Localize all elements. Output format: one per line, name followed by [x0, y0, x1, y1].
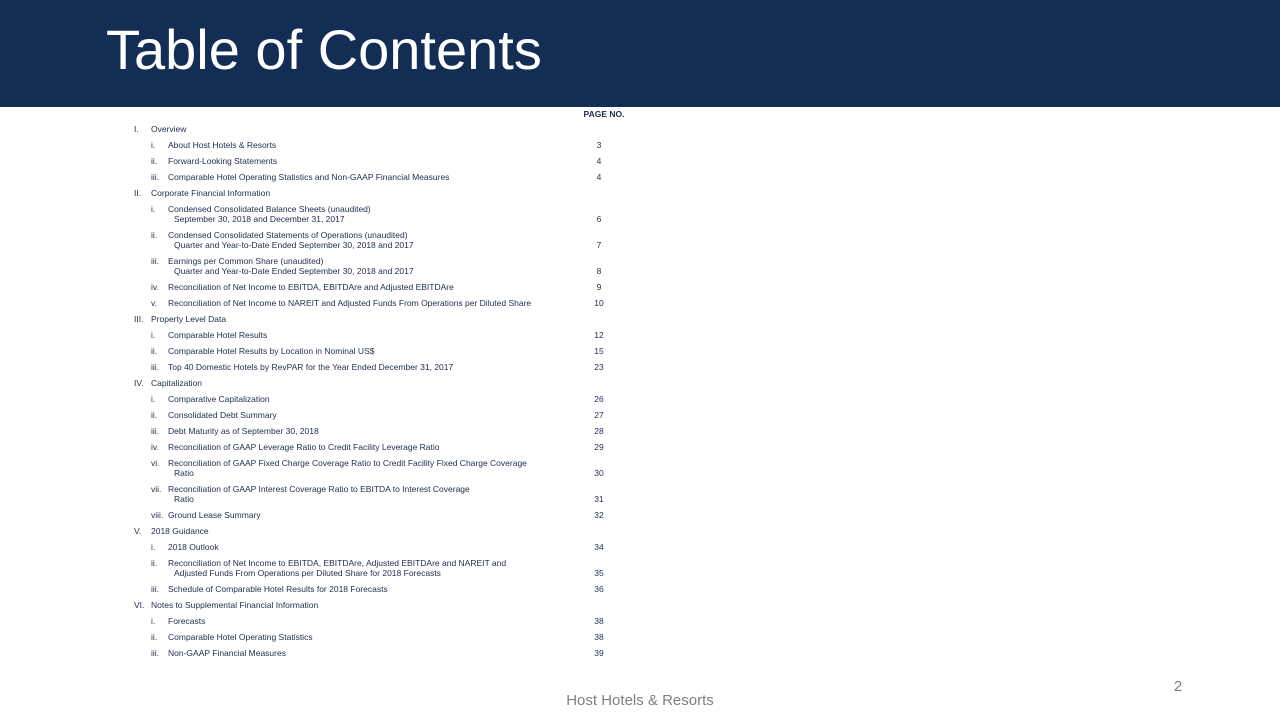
header-banner: [0, 0, 1280, 107]
entry-title: Consolidated Debt Summary: [168, 410, 277, 420]
entry-text: [168, 346, 584, 356]
toc-entry: [134, 140, 614, 150]
entry-page-number: 27: [594, 410, 604, 420]
entry-title: Reconciliation of Net Income to EBITDA, EBITDAre, Adjusted EBITDAre and NAREIT and: [168, 558, 507, 568]
entry-number: iii.: [151, 648, 160, 658]
entry-text: [168, 230, 584, 250]
entry-subtitle: Adjusted Funds From Operations per Diluted Share for 2018 Forecasts: [174, 568, 441, 578]
entry-page-number: 8: [596, 266, 602, 276]
entry-subtitle: Quarter and Year-to-Date Ended September 30, 2018 and 2017: [174, 240, 414, 250]
entry-title: Ground Lease Summary: [168, 510, 261, 520]
entry-page-number: 35: [594, 568, 604, 578]
entry-text: [168, 442, 584, 452]
entry-text: [168, 584, 584, 594]
entry-text: [168, 616, 584, 626]
toc-entry: [134, 172, 614, 182]
entry-title: Forecasts: [168, 616, 206, 626]
entry-title: Non-GAAP Financial Measures: [168, 648, 286, 658]
toc-entry: [134, 256, 614, 276]
toc-entry: [134, 442, 614, 452]
entry-page-number: 36: [594, 584, 604, 594]
entry-page-number: 28: [594, 426, 604, 436]
entry-page-number: 15: [594, 346, 604, 356]
toc-entry: [134, 558, 614, 578]
entry-number: iii.: [151, 256, 160, 266]
toc-entry: [134, 282, 614, 292]
entry-number: ii.: [151, 156, 158, 166]
entry-number: vii.: [151, 484, 162, 494]
entry-number: i.: [151, 616, 156, 626]
section-number: VI.: [134, 600, 145, 610]
entry-text: [168, 330, 584, 340]
entry-title: About Host Hotels & Resorts: [168, 140, 277, 150]
entry-page-number: 26: [594, 394, 604, 404]
section-number: IV.: [134, 378, 144, 388]
entry-text: [168, 648, 584, 658]
toc-section-heading: [134, 526, 614, 536]
entry-number: ii.: [151, 558, 158, 568]
toc-section-heading: [134, 124, 614, 134]
entry-text: [168, 632, 584, 642]
entry-subtitle: Ratio: [174, 494, 194, 504]
entry-number: ii.: [151, 632, 158, 642]
entry-title: Top 40 Domestic Hotels by RevPAR for the Year Ended December 31, 2017: [168, 362, 454, 372]
entry-subtitle: September 30, 2018 and December 31, 2017: [174, 214, 345, 224]
footer-company-name: Host Hotels & Resorts: [566, 692, 714, 709]
entry-title: Comparable Hotel Results: [168, 330, 268, 340]
entry-number: ii.: [151, 230, 158, 240]
toc-entry: [134, 484, 614, 504]
entry-number: i.: [151, 330, 156, 340]
entry-page-number: 30: [594, 468, 604, 478]
section-title: 2018 Guidance: [151, 526, 209, 536]
section-number: I.: [134, 124, 139, 134]
entry-page-number: 12: [594, 330, 604, 340]
section-title: Property Level Data: [151, 314, 227, 324]
toc-section-heading: [134, 600, 614, 610]
toc-entry: [134, 156, 614, 166]
section-number: II.: [134, 188, 142, 198]
entry-number: iii.: [151, 172, 160, 182]
toc-entry: [134, 542, 614, 552]
toc-entry: [134, 298, 614, 308]
toc-section-heading: [134, 378, 614, 388]
entry-number: i.: [151, 204, 156, 214]
entry-page-number: 39: [594, 648, 604, 658]
entry-title: Reconciliation of GAAP Interest Coverage Ratio to EBITDA to Interest Coverage: [168, 484, 470, 494]
entry-subtitle: Ratio: [174, 468, 194, 478]
entry-text: [168, 458, 584, 478]
entry-title: Comparable Hotel Operating Statistics and Non-GAAP Financial Measures: [168, 172, 450, 182]
page-title: Table of Contents: [106, 18, 542, 81]
toc-entry: [134, 410, 614, 420]
toc-entry: [134, 394, 614, 404]
toc-entry: [134, 330, 614, 340]
toc-entry: [134, 616, 614, 626]
entry-page-number: 9: [596, 282, 602, 292]
toc-entry: [134, 510, 614, 520]
entry-title: Condensed Consolidated Balance Sheets (unaudited): [168, 204, 371, 214]
entry-page-number: 29: [594, 442, 604, 452]
entry-number: ii.: [151, 346, 158, 356]
entry-title: Reconciliation of GAAP Fixed Charge Coverage Ratio to Credit Facility Fixed Charge Coverage: [168, 458, 527, 468]
toc-entry: [134, 346, 614, 356]
entry-number: viii.: [151, 510, 164, 520]
section-title: Overview: [151, 124, 187, 134]
entry-text: [168, 394, 584, 404]
toc-entry: [134, 458, 614, 478]
entry-page-number: 31: [594, 494, 604, 504]
entry-page-number: 32: [594, 510, 604, 520]
entry-title: Comparable Hotel Results by Location in Nominal US$: [168, 346, 375, 356]
entry-title: Forward-Looking Statements: [168, 156, 278, 166]
section-title: Notes to Supplemental Financial Information: [151, 600, 319, 610]
entry-title: Reconciliation of Net Income to EBITDA, EBITDAre and Adjusted EBITDAre: [168, 282, 454, 292]
toc-entry: [134, 230, 614, 250]
entry-title: Debt Maturity as of September 30, 2018: [168, 426, 319, 436]
entry-text: [168, 282, 584, 292]
entry-number: iv.: [151, 282, 159, 292]
toc-section-heading: [134, 314, 614, 324]
entry-number: iv.: [151, 442, 159, 452]
page-number-column-header: PAGE NO.: [583, 109, 625, 119]
section-number: III.: [134, 314, 144, 324]
entry-number: v.: [151, 298, 157, 308]
entry-page-number: 38: [594, 632, 604, 642]
entry-title: Condensed Consolidated Statements of Operations (unaudited): [168, 230, 408, 240]
entry-title: 2018 Outlook: [168, 542, 219, 552]
entry-subtitle: Quarter and Year-to-Date Ended September 30, 2018 and 2017: [174, 266, 414, 276]
entry-number: ii.: [151, 410, 158, 420]
entry-number: i.: [151, 140, 156, 150]
entry-page-number: 7: [596, 240, 602, 250]
entry-page-number: 23: [594, 362, 604, 372]
entry-page-number: 4: [596, 156, 602, 166]
slide-page-number: 2: [1173, 678, 1183, 695]
entry-number: i.: [151, 394, 156, 404]
table-of-contents: [134, 124, 614, 664]
section-title: Capitalization: [151, 378, 203, 388]
entry-text: [168, 510, 584, 520]
entry-page-number: 6: [596, 214, 602, 224]
toc-entry: [134, 584, 614, 594]
entry-title: Reconciliation of Net Income to NAREIT and Adjusted Funds From Operations per Diluted Share: [168, 298, 532, 308]
entry-title: Schedule of Comparable Hotel Results for 2018 Forecasts: [168, 584, 388, 594]
entry-number: iii.: [151, 426, 160, 436]
toc-entry: [134, 648, 614, 658]
section-number: V.: [134, 526, 142, 536]
entry-text: [168, 362, 584, 372]
entry-title: Reconciliation of GAAP Leverage Ratio to Credit Facility Leverage Ratio: [168, 442, 440, 452]
entry-title: Comparative Capitalization: [168, 394, 270, 404]
entry-number: i.: [151, 542, 156, 552]
entry-page-number: 38: [594, 616, 604, 626]
entry-text: [168, 426, 584, 436]
entry-number: iii.: [151, 584, 160, 594]
toc-entry: [134, 362, 614, 372]
entry-text: [168, 542, 584, 552]
entry-text: [168, 298, 584, 308]
entry-text: [168, 156, 584, 166]
entry-page-number: 34: [594, 542, 604, 552]
toc-entry: [134, 632, 614, 642]
toc-entry: [134, 204, 614, 224]
entry-text: [168, 172, 584, 182]
entry-number: iii.: [151, 362, 160, 372]
entry-text: [168, 410, 584, 420]
entry-text: [168, 484, 584, 504]
section-title: Corporate Financial Information: [151, 188, 271, 198]
entry-page-number: 10: [594, 298, 604, 308]
entry-title: Earnings per Common Share (unaudited): [168, 256, 324, 266]
entry-text: [168, 256, 584, 276]
entry-page-number: 3: [596, 140, 602, 150]
toc-entry: [134, 426, 614, 436]
entry-text: [168, 204, 584, 224]
toc-section-heading: [134, 188, 614, 198]
entry-page-number: 4: [596, 172, 602, 182]
entry-title: Comparable Hotel Operating Statistics: [168, 632, 313, 642]
entry-number: vi.: [151, 458, 160, 468]
entry-text: [168, 140, 584, 150]
entry-text: [168, 558, 584, 578]
